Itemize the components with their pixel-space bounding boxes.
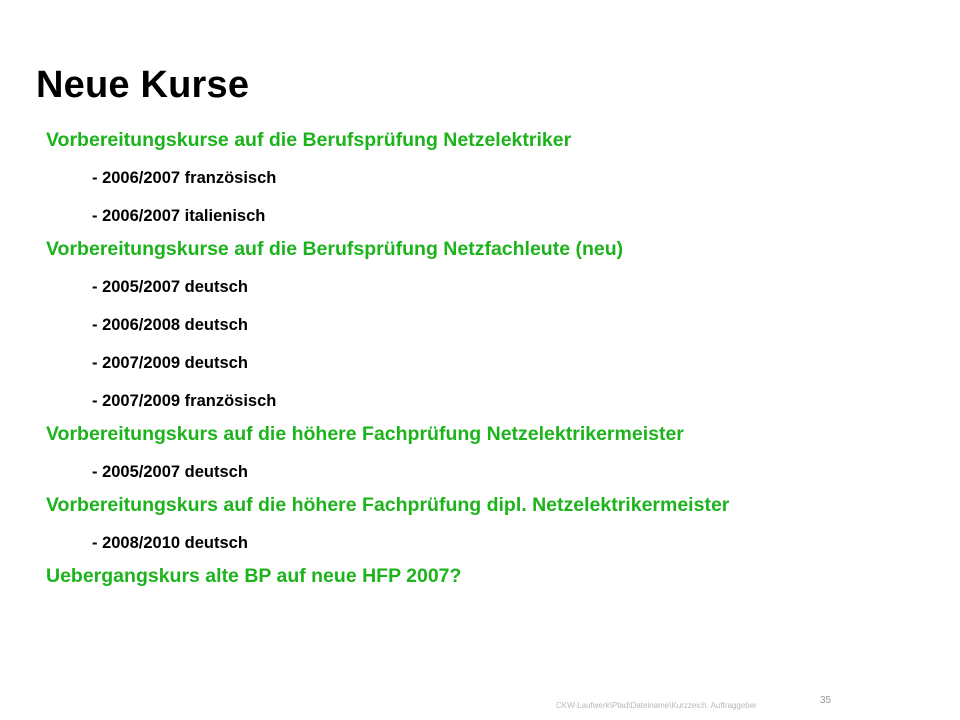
list-item: - 2005/2007 deutsch: [92, 463, 248, 481]
course-list: [46, 533, 926, 553]
list-item: - 2005/2007 deutsch: [92, 278, 248, 296]
section-heading: Vorbereitungskurse auf die Berufsprüfung Netzfachleute (neu): [46, 238, 624, 260]
page-number: 35: [820, 695, 832, 706]
list-item: - 2006/2007 italienisch: [92, 207, 266, 225]
list-item: - 2006/2007 französisch: [92, 169, 277, 187]
section-heading: Vorbereitungskurse auf die Berufsprüfung Netzelektriker: [46, 129, 572, 151]
slide-content: [46, 124, 926, 588]
course-list: [46, 462, 926, 482]
course-list: [46, 277, 926, 411]
section-heading: Uebergangskurs alte BP auf neue HFP 2007?: [46, 565, 462, 587]
page-title: Neue Kurse: [36, 64, 250, 106]
section-heading: Vorbereitungskurs auf die höhere Fachprüfung Netzelektrikermeister: [46, 423, 684, 445]
list-item: - 2006/2008 deutsch: [92, 316, 248, 334]
section-heading: Vorbereitungskurs auf die höhere Fachprüfung dipl. Netzelektrikermeister: [46, 494, 730, 516]
course-list: [46, 168, 926, 226]
list-item: - 2007/2009 deutsch: [92, 354, 248, 372]
list-item: - 2008/2010 deutsch: [92, 534, 248, 552]
list-item: - 2007/2009 französisch: [92, 392, 277, 410]
footer-path: CKW-Laufwerk\Pfad\Dateiname\Kurzzeich. Auftraggeber: [556, 701, 757, 710]
